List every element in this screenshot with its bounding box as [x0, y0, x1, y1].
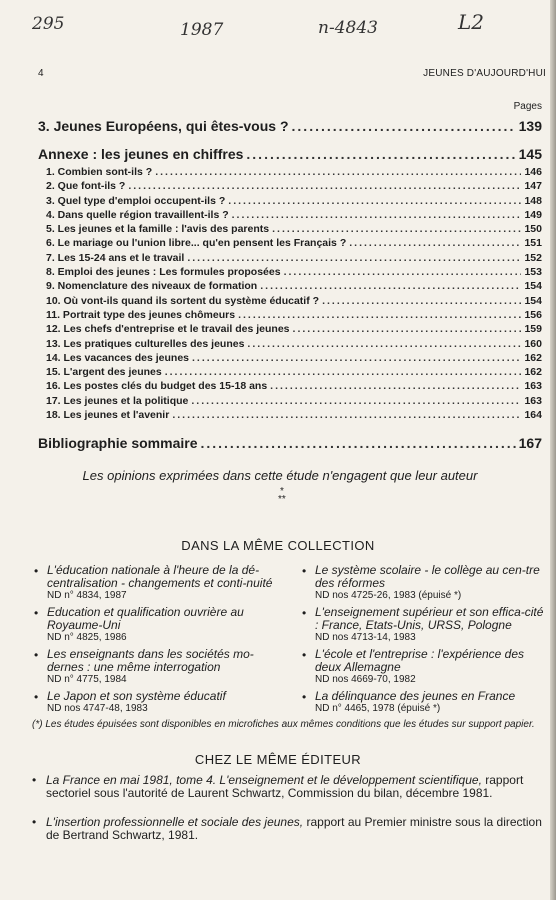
toc-leader	[247, 338, 521, 350]
toc-item	[38, 366, 542, 380]
toc-annexe	[38, 146, 542, 166]
toc-leader	[187, 252, 521, 264]
editeur-item-1	[32, 774, 552, 800]
bullet: •	[34, 606, 39, 620]
bullet: •	[302, 648, 307, 662]
toc-leader	[172, 409, 521, 421]
toc-item	[38, 352, 542, 366]
toc-annexe-items	[38, 166, 542, 423]
toc-page: 149	[524, 208, 542, 221]
toc-item	[38, 323, 542, 337]
collection-left-column	[32, 564, 282, 719]
toc-page: 150	[524, 223, 542, 236]
toc-leader	[165, 366, 522, 378]
editeur-item-details: rapport au Premier ministre sous la direction de Bertrand Schwartz, 1981.	[46, 815, 542, 842]
out-of-print-note: (*) Les études épuisées sont disponibles en microfiches aux mêmes conditions que les études sur support papier.	[32, 719, 535, 730]
page-number: 4	[38, 68, 44, 79]
asterism-top: *	[279, 486, 284, 497]
collection-item-title: L'enseignement supérieur et son effica-cité : France, Etats-Unis, URSS, Pologne	[315, 605, 544, 632]
toc-leader	[292, 118, 516, 134]
toc-leader	[246, 146, 515, 162]
editeur-item-title: L'insertion professionnelle et sociale des jeunes,	[46, 815, 304, 829]
bullet: •	[302, 564, 307, 578]
toc-leader	[238, 309, 521, 321]
toc-leader	[192, 352, 521, 364]
toc-item	[38, 309, 542, 323]
bullet: •	[34, 564, 39, 578]
toc-page: 163	[524, 394, 542, 407]
toc-item	[38, 395, 542, 409]
toc-title: 7. Les 15-24 ans et le travail	[46, 251, 185, 264]
editeur-heading: CHEZ LE MÊME ÉDITEUR	[194, 752, 362, 767]
handwritten-note-d: L2	[458, 10, 485, 34]
toc-item	[38, 280, 542, 294]
toc-page: 159	[524, 323, 542, 336]
collection-item	[32, 690, 282, 715]
bullet: •	[32, 773, 37, 787]
collection-item-title: Les enseignants dans les sociétés mo-dernes : une même interrogation	[47, 647, 254, 674]
toc-title: 14. Les vacances des jeunes	[46, 351, 190, 364]
bullet: •	[34, 648, 39, 662]
toc-page: 154	[524, 280, 542, 293]
toc-leader	[228, 195, 521, 207]
toc-page: 167	[518, 435, 542, 452]
bullet: •	[34, 690, 39, 704]
collection-item	[300, 564, 550, 602]
collection-item-title: Le Japon et son système éducatif	[47, 689, 226, 703]
toc-bibliographie	[38, 435, 542, 455]
editeur-item-2	[32, 816, 552, 842]
toc-item	[38, 380, 542, 394]
toc-item	[38, 237, 542, 251]
collection-item-reference: ND nos 4725-26, 1983 (épuisé *)	[315, 590, 462, 601]
collection-item-reference: ND n° 4775, 1984	[47, 674, 127, 685]
collection-right-column	[300, 564, 550, 719]
toc-title: 4. Dans quelle région travaillent-ils ?	[46, 208, 229, 221]
toc-item	[38, 338, 542, 352]
toc-leader	[270, 380, 521, 392]
toc-title: 9. Nomenclature des niveaux de formation	[46, 280, 258, 293]
toc-page: 152	[524, 251, 542, 264]
toc-title: 12. Les chefs d'entreprise et le travail des jeunes	[46, 323, 290, 336]
toc-title: 3. Quel type d'emploi occupent-ils ?	[46, 194, 226, 207]
toc-leader	[284, 266, 522, 278]
toc-page: 156	[524, 308, 542, 321]
bullet: •	[302, 690, 307, 704]
toc-title: 5. Les jeunes et la famille : l'avis des parents	[46, 223, 270, 236]
collection-item-reference: ND nos 4747-48, 1983	[47, 703, 148, 714]
collection-item-reference: ND nos 4669-70, 1982	[315, 674, 416, 685]
handwritten-note-a: 295	[32, 14, 65, 34]
toc-page: 163	[524, 380, 542, 393]
running-title: JEUNES D'AUJOURD'HUI	[423, 68, 546, 79]
toc-title: 11. Portrait type des jeunes chômeurs	[46, 308, 236, 321]
collection-item	[300, 648, 550, 686]
toc-title: 3. Jeunes Européens, qui êtes-vous ?	[38, 118, 289, 134]
collection-item	[32, 564, 282, 602]
toc-leader	[128, 180, 521, 192]
toc-title: 10. Où vont-ils quand ils sortent du système éducatif ?	[46, 294, 320, 307]
disclaimer-quote: Les opinions exprimées dans cette étude n'engagent que leur auteur	[82, 468, 478, 483]
editeur-item-title: La France en mai 1981, tome 4. L'enseignement et le développement scientifique,	[46, 773, 482, 787]
toc-leader	[191, 395, 521, 407]
toc-section-3	[38, 118, 542, 138]
collection-item	[300, 690, 550, 715]
collection-item-title: La délinquance des jeunes en France	[315, 689, 516, 703]
toc-leader	[200, 435, 515, 451]
toc-leader	[322, 295, 521, 307]
toc-leader	[232, 209, 522, 221]
toc-page: 162	[524, 366, 542, 379]
asterism-bottom: **	[278, 494, 286, 505]
bullet: •	[32, 815, 37, 829]
toc-item	[38, 223, 542, 237]
toc-page: 139	[518, 118, 542, 134]
collection-item-reference: ND n° 4825, 1986	[47, 632, 127, 643]
toc-page: 164	[524, 409, 542, 422]
table-of-contents	[38, 118, 542, 455]
toc-leader	[293, 323, 522, 335]
toc-title: 2. Que font-ils ?	[46, 180, 126, 193]
toc-title: 8. Emploi des jeunes : Les formules proposées	[46, 266, 281, 279]
toc-page: 153	[524, 266, 542, 279]
toc-item	[38, 266, 542, 280]
toc-page: 146	[524, 166, 542, 178]
toc-title: 15. L'argent des jeunes	[46, 366, 162, 379]
toc-item	[38, 195, 542, 209]
handwritten-note-b: 1987	[180, 20, 224, 40]
toc-leader	[272, 223, 521, 235]
toc-item	[38, 295, 542, 309]
toc-leader	[349, 237, 521, 249]
toc-page: 162	[524, 351, 542, 364]
collection-item-reference: ND n° 4465, 1978 (épuisé *)	[315, 703, 441, 714]
collection-item-reference: ND nos 4713-14, 1983	[315, 632, 416, 643]
asterism-divider	[278, 488, 286, 504]
collection-item	[32, 606, 282, 644]
toc-title: Annexe : les jeunes en chiffres	[38, 146, 244, 162]
pages-column-label: Pages	[513, 101, 542, 112]
toc-title: 1. Combien sont-ils ?	[46, 166, 153, 178]
collection-item-title: Education et qualification ouvrière au Royaume-Uni	[47, 605, 244, 632]
collection-item-title: L'école et l'entreprise : l'expérience des deux Allemagne	[315, 647, 524, 674]
toc-page: 154	[524, 294, 542, 307]
toc-title: 13. Les pratiques culturelles des jeunes	[46, 337, 245, 350]
bullet: •	[302, 606, 307, 620]
toc-item	[38, 252, 542, 266]
toc-leader	[260, 280, 521, 292]
toc-title: 17. Les jeunes et la politique	[46, 394, 189, 407]
collection-item-title: L'éducation nationale à l'heure de la dé-centralisation - changements et conti-nuité	[47, 563, 273, 590]
toc-title: 6. Le mariage ou l'union libre... qu'en pensent les Français ?	[46, 237, 347, 250]
toc-title: 16. Les postes clés du budget des 15-18 ans	[46, 380, 268, 393]
running-header	[38, 68, 546, 82]
toc-page: 145	[518, 146, 542, 162]
collection-item-title: Le système scolaire - le collège au cen-tre des réformes	[315, 563, 540, 590]
toc-title: 18. Les jeunes et l'avenir	[46, 409, 170, 422]
toc-leader	[155, 166, 521, 178]
collection-item-reference: ND n° 4834, 1987	[47, 590, 127, 601]
toc-item	[38, 180, 542, 194]
collection-heading: DANS LA MÊME COLLECTION	[181, 538, 375, 553]
toc-page: 148	[524, 194, 542, 207]
toc-item	[38, 166, 542, 180]
toc-item	[38, 409, 542, 423]
toc-page: 160	[524, 337, 542, 350]
toc-title: Bibliographie sommaire	[38, 435, 198, 452]
toc-item	[38, 209, 542, 223]
toc-page: 147	[524, 180, 542, 193]
editeur-item-details: rapport sectoriel sous l'autorité de Laurent Schwartz, Commission du bilan, décembre 1981.	[46, 773, 524, 800]
toc-page: 151	[524, 237, 542, 250]
collection-item	[300, 606, 550, 644]
handwritten-note-c: n-4843	[318, 18, 378, 38]
collection-item	[32, 648, 282, 686]
